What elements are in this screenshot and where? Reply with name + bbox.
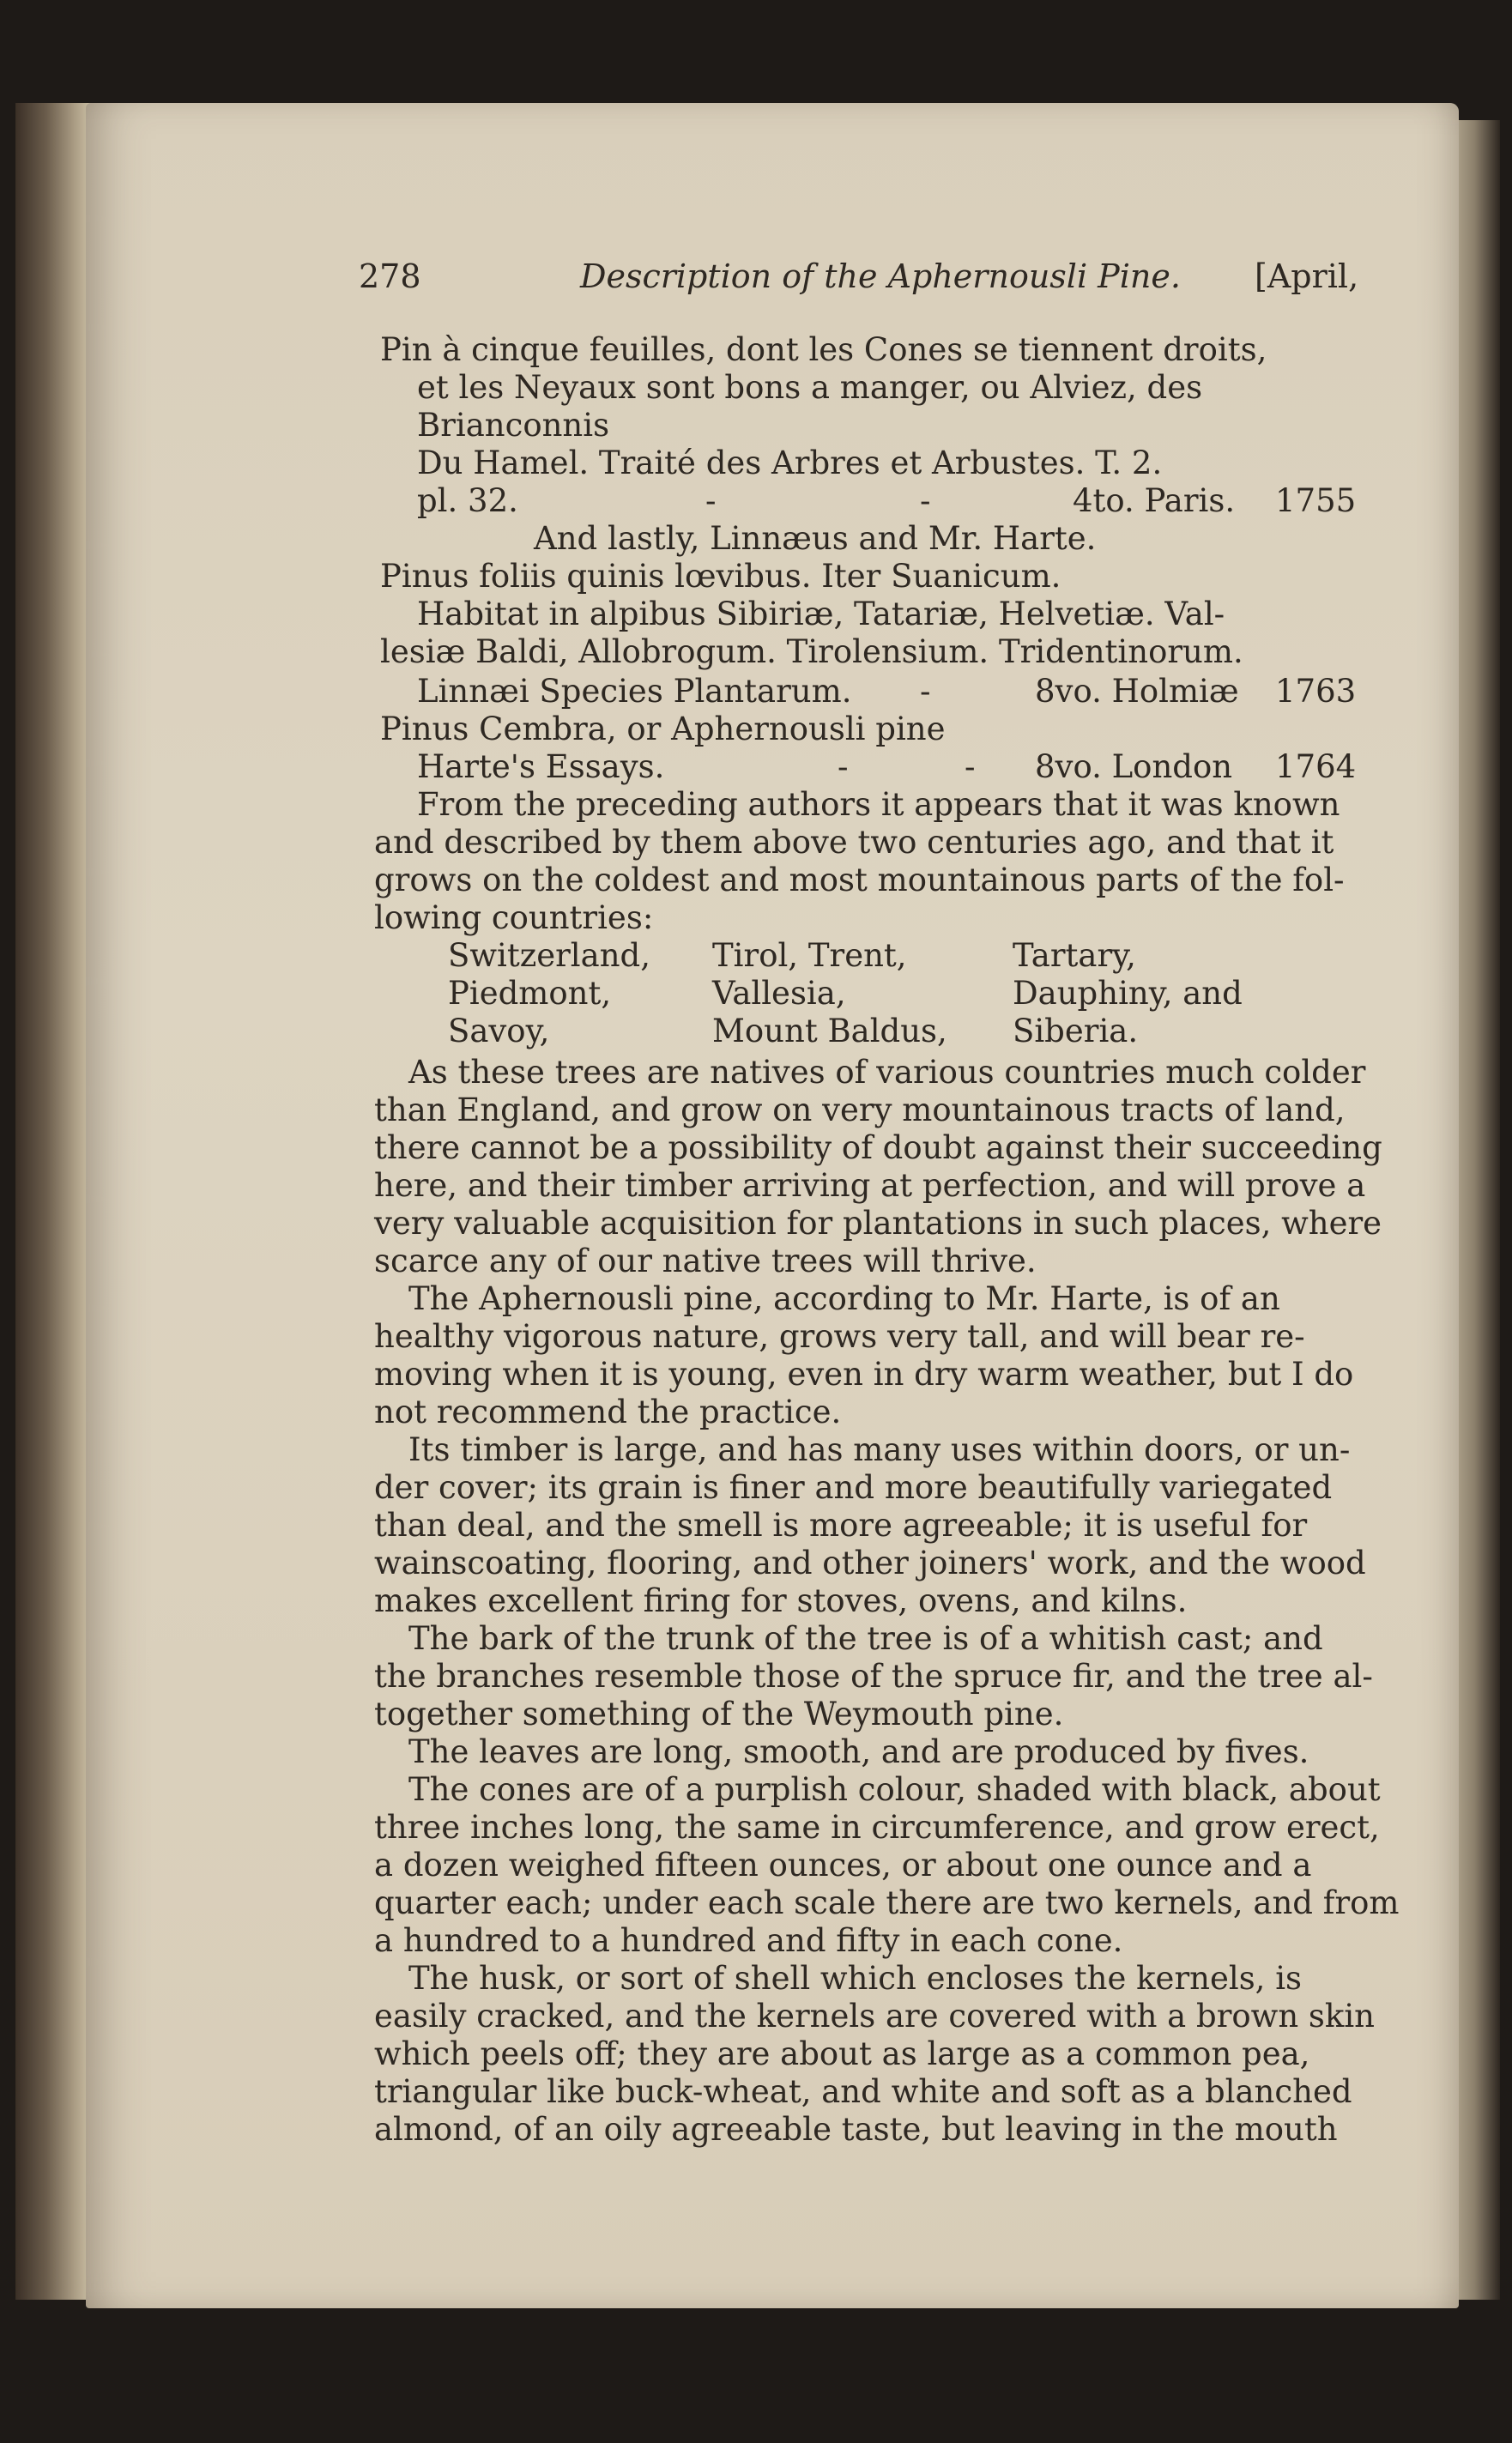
text-line: not recommend the practice. xyxy=(374,1394,842,1430)
text-line: et les Neyaux sont bons a manger, ou Alviez, des xyxy=(417,369,1203,406)
text-line: The leaves are long, smooth, and are produced by fives. xyxy=(408,1733,1309,1770)
text-line: here, and their timber arriving at perfection, and will prove a xyxy=(374,1167,1366,1204)
text-line: Habitat in alpibus Sibiriæ, Tatariæ, Helvetiæ. Val- xyxy=(417,596,1225,632)
text-line: Brianconnis xyxy=(417,407,610,444)
ref-title: pl. 32. xyxy=(417,482,518,519)
country: Tartary, xyxy=(1013,937,1136,974)
country: Siberia. xyxy=(1013,1013,1139,1049)
ref-dash: - xyxy=(920,673,931,710)
ref-year: 1764 xyxy=(1275,748,1357,785)
text-line: lesiæ Baldi, Allobrogum. Tirolensium. Tridentinorum. xyxy=(380,633,1243,670)
text-line: Du Hamel. Traité des Arbres et Arbustes. T. 2. xyxy=(417,444,1163,481)
country: Tirol, Trent, xyxy=(712,937,907,974)
text-line: healthy vigorous nature, grows very tall, and will bear re- xyxy=(374,1318,1305,1355)
text-line: Pin à cinque feuilles, dont les Cones se tiennent droits, xyxy=(380,331,1267,368)
text-line: grows on the coldest and most mountainous parts of the fol- xyxy=(374,862,1345,898)
text-line: Its timber is large, and has many uses within doors, or un- xyxy=(408,1431,1351,1468)
text-line: the branches resemble those of the spruce fir, and the tree al- xyxy=(374,1658,1373,1695)
text-line: Pinus foliis quinis lœvibus. Iter Suanicum. xyxy=(380,558,1061,595)
country: Piedmont, xyxy=(448,975,612,1012)
text-line: The husk, or sort of shell which encloses the kernels, is xyxy=(408,1960,1303,1997)
ref-dash: - xyxy=(838,748,849,785)
country: Dauphiny, and xyxy=(1013,975,1243,1012)
ref-dash: - xyxy=(705,482,717,519)
text-line: lowing countries: xyxy=(374,899,654,936)
text-line: easily cracked, and the kernels are covered with a brown skin xyxy=(374,1998,1375,2035)
text-line: there cannot be a possibility of doubt against their succeeding xyxy=(374,1129,1382,1166)
country: Switzerland, xyxy=(448,937,650,974)
text-line: very valuable acquisition for plantations in such places, where xyxy=(374,1205,1382,1242)
text-line: der cover; its grain is finer and more beautifully variegated xyxy=(374,1469,1333,1506)
ref-title: Harte's Essays. xyxy=(417,748,665,785)
text-line: Pinus Cembra, or Aphernousli pine xyxy=(380,711,946,747)
text-line: moving when it is young, even in dry warm weather, but I do xyxy=(374,1356,1354,1393)
text-line: makes excellent firing for stoves, ovens, and kilns. xyxy=(374,1582,1188,1619)
country: Vallesia, xyxy=(712,975,846,1012)
country: Savoy, xyxy=(448,1013,550,1049)
text-line: three inches long, the same in circumference, and grow erect, xyxy=(374,1809,1380,1846)
ref-dash: - xyxy=(965,748,976,785)
text-line: than England, and grow on very mountainous tracts of land, xyxy=(374,1091,1346,1128)
ref-title: Linnæi Species Plantarum. xyxy=(417,673,852,710)
text-line: The cones are of a purplish colour, shaded with black, about xyxy=(408,1771,1381,1808)
book-edge-left xyxy=(15,103,93,2300)
ref-format: 4to. Paris. xyxy=(1073,482,1236,519)
text-line: together something of the Weymouth pine. xyxy=(374,1696,1064,1732)
text-line: almond, of an oily agreeable taste, but leaving in the mouth xyxy=(374,2111,1338,2148)
page-number: 278 xyxy=(359,257,421,295)
text-line: triangular like buck-wheat, and white and soft as a blanched xyxy=(374,2073,1352,2110)
text-line: The bark of the trunk of the tree is of a whitish cast; and xyxy=(408,1620,1323,1657)
ref-dash: - xyxy=(920,482,931,519)
text-line: than deal, and the smell is more agreeable; it is useful for xyxy=(374,1507,1308,1544)
ref-year: 1755 xyxy=(1275,482,1357,519)
text-line: which peels off; they are about as large as a common pea, xyxy=(374,2035,1310,2072)
text-line: a dozen weighed fifteen ounces, or about one ounce and a xyxy=(374,1847,1312,1884)
text-line: The Aphernousli pine, according to Mr. Harte, is of an xyxy=(408,1280,1280,1317)
country: Mount Baldus, xyxy=(712,1013,947,1049)
running-month: [April, xyxy=(1255,257,1359,295)
text-line: quarter each; under each scale there are two kernels, and from xyxy=(374,1884,1400,1921)
ref-format: 8vo. London xyxy=(1035,748,1233,785)
text-line: From the preceding authors it appears that it was known xyxy=(417,786,1340,823)
text-line: As these trees are natives of various countries much colder xyxy=(408,1054,1366,1091)
text-line: And lastly, Linnæus and Mr. Harte. xyxy=(534,520,1097,557)
text-line: wainscoating, flooring, and other joiners' work, and the wood xyxy=(374,1545,1366,1581)
running-title: Description of the Aphernousli Pine. xyxy=(580,257,1181,295)
text-line: scarce any of our native trees will thrive. xyxy=(374,1243,1037,1279)
text-line: and described by them above two centuries ago, and that it xyxy=(374,824,1334,861)
ref-format: 8vo. Holmiæ xyxy=(1035,673,1239,710)
ref-year: 1763 xyxy=(1275,673,1357,710)
text-line: a hundred to a hundred and fifty in each cone. xyxy=(374,1922,1123,1959)
